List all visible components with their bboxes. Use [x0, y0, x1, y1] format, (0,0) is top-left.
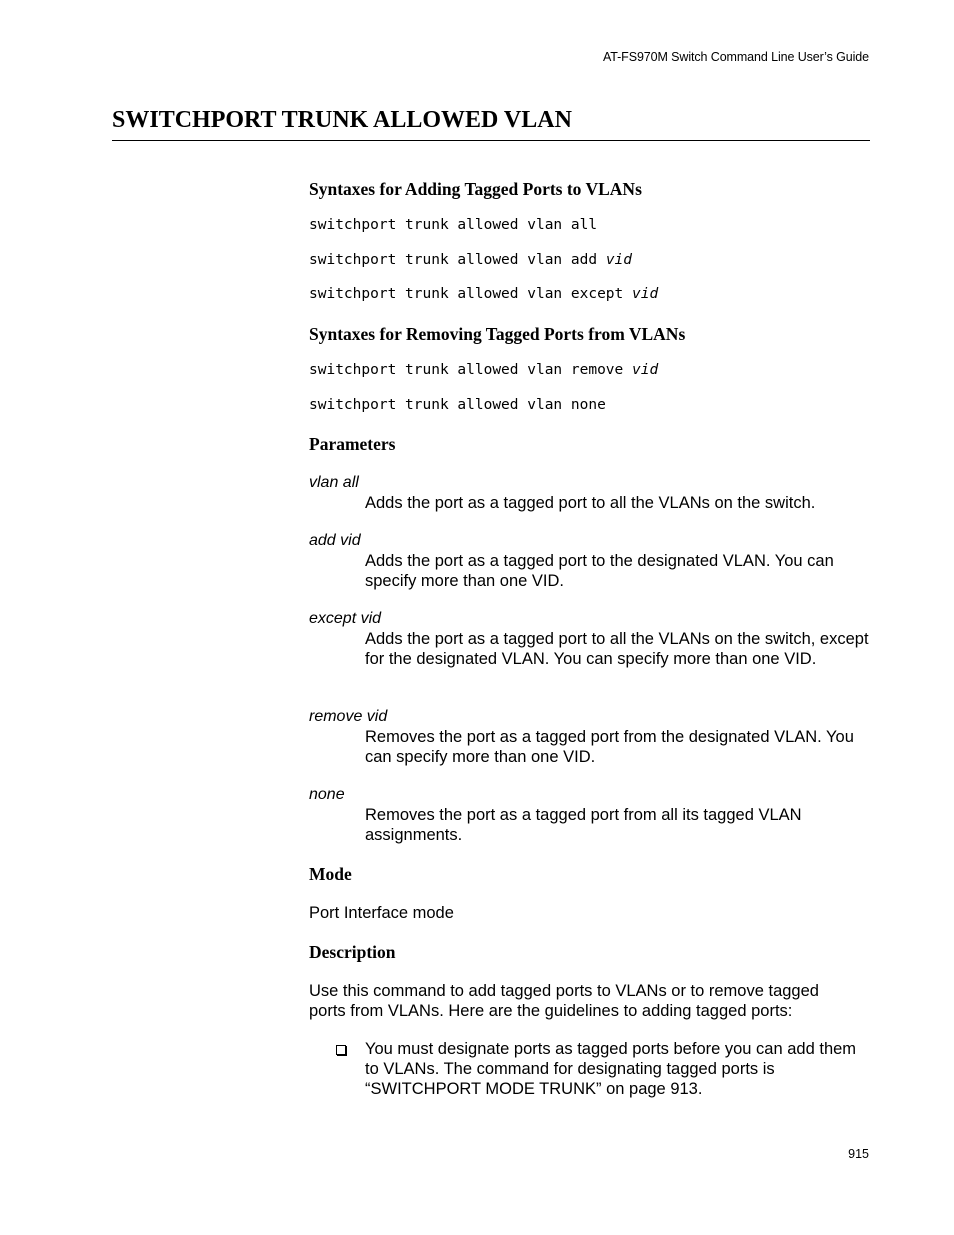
- mode-heading: Mode: [309, 864, 352, 884]
- page-number: 915: [848, 1147, 869, 1161]
- syntax-remove-vid: switchport trunk allowed vlan remove vid: [309, 362, 659, 378]
- param-desc-none: Removes the port as a tagged port from all its tagged VLAN assignments.: [365, 806, 802, 844]
- param-desc-add-vid: Adds the port as a tagged port to the designated VLAN. You can specify more than one VID.: [365, 552, 834, 590]
- param-term-vlan-all: vlan all: [309, 474, 359, 491]
- param-desc-vlan-all: Adds the port as a tagged port to all the VLANs on the switch.: [365, 494, 816, 512]
- title-rule: [112, 140, 870, 141]
- parameters-heading: Parameters: [309, 434, 396, 454]
- page-title: SWITCHPORT TRUNK ALLOWED VLAN: [112, 107, 572, 133]
- param-term-except-vid: except vid: [309, 610, 382, 627]
- param-term-none: none: [309, 786, 345, 803]
- param-term-add-vid: add vid: [309, 532, 361, 549]
- syntax-remove-none: switchport trunk allowed vlan none: [309, 397, 606, 413]
- description-bullet: You must designate ports as tagged ports before you can add them to VLANs. The command for designating tagged ports is “SWITCHPORT MODE TRUNK” on page 913.: [365, 1040, 857, 1098]
- param-desc-remove-vid: Removes the port as a tagged port from the designated VLAN. You can specify more than one VID.: [365, 728, 854, 766]
- checkbox-bullet-icon: [336, 1045, 346, 1055]
- syntax-add-except: switchport trunk allowed vlan except vid: [309, 286, 659, 302]
- syntax-add-vid: switchport trunk allowed vlan add vid: [309, 252, 633, 268]
- syntax-add-heading: Syntaxes for Adding Tagged Ports to VLANs: [309, 179, 642, 199]
- mode-text: Port Interface mode: [309, 904, 454, 922]
- param-term-remove-vid: remove vid: [309, 708, 388, 725]
- param-desc-except-vid: Adds the port as a tagged port to all the VLANs on the switch, except for the designated VLAN. You can specify more than one VID.: [365, 630, 869, 668]
- syntax-add-all: switchport trunk allowed vlan all: [309, 217, 598, 233]
- syntax-remove-heading: Syntaxes for Removing Tagged Ports from VLANs: [309, 324, 686, 344]
- description-heading: Description: [309, 942, 396, 962]
- running-header: AT-FS970M Switch Command Line User’s Guide: [602, 50, 869, 64]
- description-text: Use this command to add tagged ports to VLANs or to remove tagged ports from VLANs. Here are the guidelines to adding tagged ports:: [309, 982, 819, 1020]
